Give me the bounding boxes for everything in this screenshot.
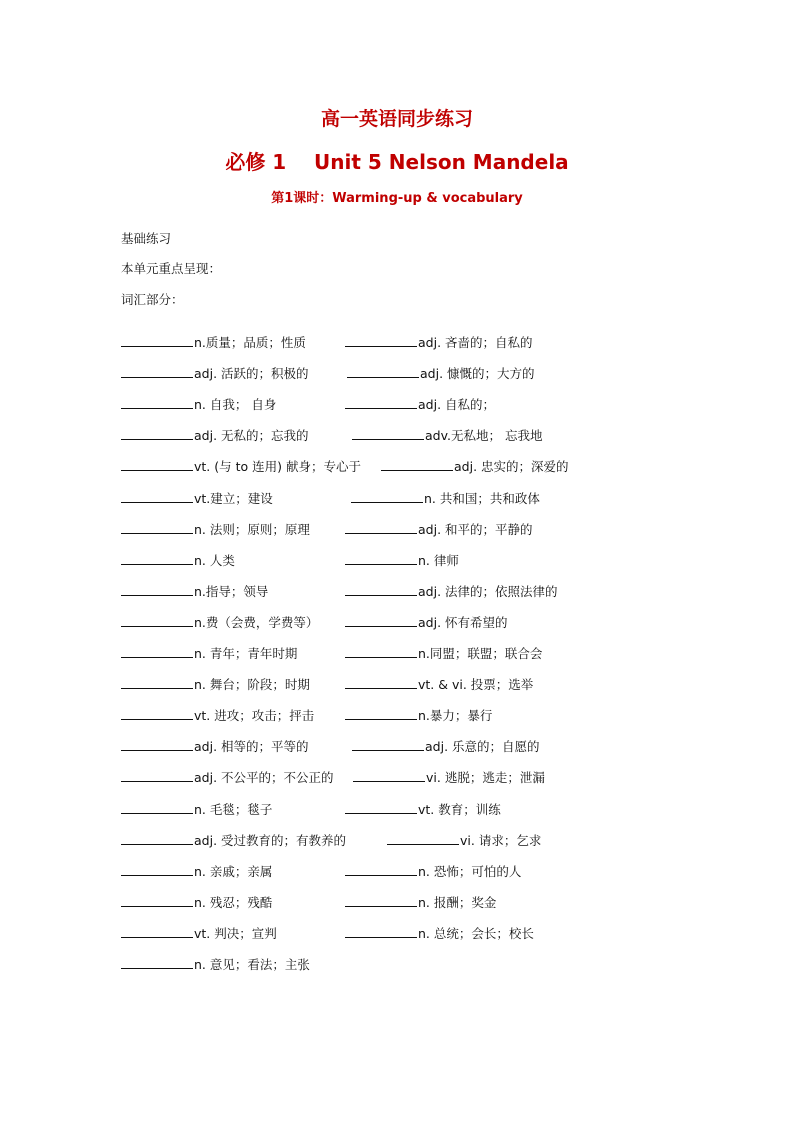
vocab-entry (121, 582, 268, 600)
vocab-definition: adj. 和平的；平静的 (418, 521, 533, 537)
vocab-definition: n.同盟；联盟；联合会 (418, 646, 543, 661)
vocab-entry (121, 364, 309, 382)
vocab-definition: vt. 判决；宣判 (194, 925, 277, 941)
answer-blank[interactable] (121, 521, 193, 534)
vocab-entry (352, 426, 542, 444)
answer-blank[interactable] (345, 521, 417, 534)
vocab-definition: n.费（会费，学费等） (194, 614, 319, 630)
vocab-definition: n. 意见；看法；主张 (194, 957, 310, 972)
vocab-row (121, 364, 681, 384)
answer-blank[interactable] (121, 490, 193, 503)
vocab-definition: n. 共和国；共和政体 (424, 490, 540, 506)
vocab-entry (121, 333, 306, 351)
answer-blank[interactable] (381, 458, 453, 471)
vocab-definition: n.暴力；暴行 (418, 708, 493, 724)
answer-blank[interactable] (121, 863, 193, 876)
vocab-definition: n. 报酬；奖金 (418, 894, 497, 910)
answer-blank[interactable] (345, 583, 417, 596)
vocab-definition: adj. 自私的； (418, 397, 496, 413)
answer-blank[interactable] (345, 676, 417, 689)
vocab-definition: adj. 不公平的；不公正的 (194, 770, 334, 786)
vocab-row (121, 768, 681, 788)
vocab-entry (121, 800, 272, 818)
answer-blank[interactable] (121, 552, 193, 565)
vocab-entry (381, 457, 569, 475)
lesson-title: 第1课时：Warming-up & vocabulary (271, 191, 523, 206)
vocab-entry (345, 893, 496, 911)
section-basic-practice: 基础练习 (121, 231, 172, 246)
vocab-entry (345, 613, 508, 631)
vocab-definition: vt. & vi. 投票；选举 (418, 677, 534, 693)
answer-blank[interactable] (121, 645, 193, 658)
vocab-definition: vt. 进攻；攻击；抨击 (194, 708, 315, 724)
vocab-definition: vt.建立；建设 (194, 490, 273, 506)
vocab-entry (121, 706, 314, 724)
vocab-definition: adj. 无私的；忘我的 (194, 428, 309, 444)
answer-blank[interactable] (345, 863, 417, 876)
vocab-entry (121, 955, 310, 973)
answer-blank[interactable] (121, 427, 193, 440)
vocab-entry (121, 426, 309, 444)
vocab-entry (351, 489, 540, 507)
vocab-entry (347, 364, 535, 382)
vocab-row (121, 644, 681, 664)
answer-blank[interactable] (121, 583, 193, 596)
vocab-entry (121, 644, 297, 662)
vocab-entry (121, 675, 310, 693)
answer-blank[interactable] (121, 738, 193, 751)
answer-blank[interactable] (345, 707, 417, 720)
answer-blank[interactable] (121, 334, 193, 347)
vocab-row (121, 426, 681, 446)
answer-blank[interactable] (345, 614, 417, 627)
answer-blank[interactable] (121, 396, 193, 409)
vocab-entry (121, 893, 272, 911)
vocab-row (121, 333, 681, 353)
vocab-entry (345, 924, 534, 942)
vocab-row (121, 613, 681, 633)
vocab-entry (121, 520, 310, 538)
vocab-entry (345, 395, 495, 413)
vocab-entry (121, 551, 235, 569)
answer-blank[interactable] (345, 396, 417, 409)
vocab-definition: n. 自我； 自身 (194, 397, 277, 413)
answer-blank[interactable] (121, 365, 193, 378)
section-vocabulary: 词汇部分： (121, 292, 184, 307)
answer-blank[interactable] (345, 552, 417, 565)
vocab-entry (345, 582, 558, 600)
answer-blank[interactable] (121, 956, 193, 969)
answer-blank[interactable] (121, 707, 193, 720)
vocab-definition: n. 残忍；残酷 (194, 894, 273, 910)
vocab-row (121, 800, 681, 820)
vocab-definition: n.质量；品质；性质 (194, 335, 306, 350)
vocab-definition: n. 舞台；阶段；时期 (194, 677, 310, 693)
section-unit-highlights: 本单元重点呈现： (121, 261, 222, 276)
vocab-definition: n. 律师 (418, 552, 459, 568)
vocab-entry (121, 489, 273, 507)
vocab-entry (345, 862, 521, 880)
vocab-definition: n. 恐怖；可怕的人 (418, 863, 522, 879)
vocab-entry (345, 675, 533, 693)
vocab-definition: adj. 怀有希望的 (418, 614, 508, 630)
vocab-definition: adj. 活跃的；积极的 (194, 366, 309, 382)
vocab-definition: n. 人类 (194, 552, 235, 568)
vocab-entry (121, 613, 318, 631)
answer-blank[interactable] (345, 645, 417, 658)
vocab-definition: adv.无私地； 忘我地 (425, 428, 543, 444)
vocab-entry (121, 457, 361, 475)
vocab-definition: adj. 吝啬的；自私的 (418, 335, 533, 350)
vocab-definition: vi. 请求；乞求 (460, 832, 542, 848)
vocab-definition: adj. 受过教育的；有教养的 (194, 832, 347, 848)
vocab-row (121, 831, 681, 851)
vocab-definition: adj. 法律的；依照法律的 (418, 583, 558, 599)
vocab-definition: adj. 相等的；平等的 (194, 739, 309, 755)
vocab-definition: vi. 逃脱；逃走；泄漏 (426, 770, 545, 786)
answer-blank[interactable] (121, 614, 193, 627)
vocab-row (121, 395, 681, 415)
vocab-entry (121, 924, 277, 942)
answer-blank[interactable] (345, 334, 417, 347)
vocab-entry (387, 831, 541, 849)
vocab-row (121, 737, 681, 757)
answer-blank[interactable] (121, 832, 193, 845)
vocab-entry (345, 644, 542, 662)
vocab-row (121, 706, 681, 726)
vocab-row (121, 862, 681, 882)
answer-blank[interactable] (387, 832, 459, 845)
unit-title: 必修 1 Unit 5 Nelson Mandela (225, 150, 569, 174)
vocab-row (121, 489, 681, 509)
vocab-row (121, 582, 681, 602)
answer-blank[interactable] (121, 676, 193, 689)
vocab-definition: adj. 乐意的；自愿的 (425, 739, 540, 755)
answer-blank[interactable] (347, 365, 419, 378)
answer-blank[interactable] (121, 801, 193, 814)
vocab-entry (121, 768, 334, 786)
vocab-row (121, 551, 681, 571)
vocab-entry (353, 768, 545, 786)
vocab-definition: adj. 慷慨的；大方的 (420, 366, 535, 382)
answer-blank[interactable] (345, 925, 417, 938)
document-title: 高一英语同步练习 (320, 108, 473, 130)
vocab-definition: n. 毛毯；毯子 (194, 801, 273, 817)
vocab-definition: vt. 教育；训练 (418, 801, 501, 817)
vocab-definition: n.指导；领导 (194, 583, 269, 599)
vocab-definition: adj. 忠实的；深爱的 (454, 459, 569, 475)
answer-blank[interactable] (345, 894, 417, 907)
vocab-definition: n. 亲戚；亲属 (194, 863, 273, 879)
vocab-definition: n. 法则；原则；原理 (194, 521, 310, 537)
vocab-row (121, 457, 681, 477)
answer-blank[interactable] (351, 490, 423, 503)
vocab-entry (121, 862, 272, 880)
vocab-entry (121, 737, 309, 755)
vocab-entry (345, 551, 459, 569)
vocab-entry (121, 395, 276, 413)
vocab-row (121, 955, 681, 975)
vocab-definition: vt. (与 to 连用) 献身；专心于 (194, 459, 361, 475)
answer-blank[interactable] (121, 458, 193, 471)
vocab-definition: n. 青年；青年时期 (194, 646, 298, 661)
vocab-row (121, 893, 681, 913)
vocab-definition: n. 总统；会长；校长 (418, 925, 534, 941)
vocab-entry (345, 333, 533, 351)
vocab-row (121, 675, 681, 695)
vocab-entry (345, 706, 492, 724)
answer-blank[interactable] (121, 925, 193, 938)
answer-blank[interactable] (352, 427, 424, 440)
answer-blank[interactable] (353, 769, 425, 782)
answer-blank[interactable] (352, 738, 424, 751)
answer-blank[interactable] (121, 894, 193, 907)
answer-blank[interactable] (345, 801, 417, 814)
vocab-entry (345, 800, 501, 818)
vocab-entry (121, 831, 346, 849)
vocab-entry (352, 737, 540, 755)
vocab-entry (345, 520, 533, 538)
answer-blank[interactable] (121, 769, 193, 782)
vocab-row (121, 924, 681, 944)
vocab-row (121, 520, 681, 540)
